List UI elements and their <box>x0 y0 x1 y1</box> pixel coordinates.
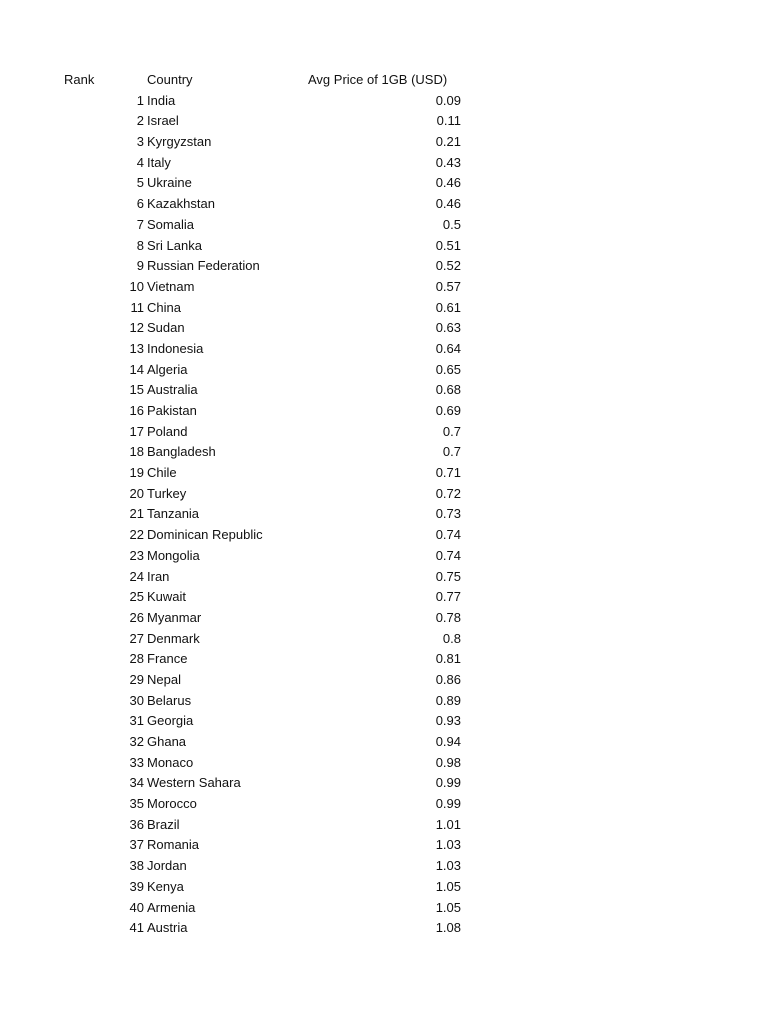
price-header: Avg Price of 1GB (USD) <box>308 72 448 87</box>
rank-cell: 21 <box>129 506 144 522</box>
table-row <box>0 567 768 588</box>
rank-cell: 34 <box>129 775 144 791</box>
table-row <box>0 504 768 525</box>
price-cell: 0.8 <box>442 630 461 646</box>
table-row <box>0 298 768 319</box>
price-cell: 0.5 <box>442 216 461 232</box>
price-cell: 0.65 <box>435 361 461 377</box>
rank-cell: 30 <box>129 692 144 708</box>
table-row <box>0 484 768 505</box>
table-row <box>0 629 768 650</box>
rank-cell: 9 <box>136 258 144 274</box>
price-cell: 0.89 <box>435 692 461 708</box>
rank-cell: 38 <box>129 858 144 874</box>
rank-cell: 20 <box>129 485 144 501</box>
price-cell: 1.03 <box>435 858 461 874</box>
price-cell: 0.21 <box>435 134 461 150</box>
table-row <box>0 546 768 567</box>
rank-cell: 17 <box>129 423 144 439</box>
rank-cell: 11 <box>130 299 144 315</box>
price-cell: 0.46 <box>435 175 461 191</box>
rank-cell: 6 <box>136 196 144 212</box>
country-cell: Myanmar <box>147 609 202 625</box>
rank-cell: 31 <box>129 713 144 729</box>
table-row <box>0 463 768 484</box>
table-row <box>0 711 768 732</box>
price-table <box>0 70 768 939</box>
table-row <box>0 587 768 608</box>
price-cell: 0.09 <box>435 92 461 108</box>
table-row <box>0 773 768 794</box>
country-cell: Denmark <box>147 630 200 646</box>
price-cell: 0.52 <box>435 258 461 274</box>
price-cell: 0.93 <box>435 713 461 729</box>
table-row <box>0 442 768 463</box>
price-cell: 0.94 <box>435 734 461 749</box>
table-row <box>0 339 768 360</box>
rank-cell: 22 <box>129 527 144 543</box>
price-cell: 0.73 <box>435 506 461 522</box>
rank-cell: 5 <box>136 175 144 191</box>
rank-cell: 3 <box>136 134 144 150</box>
price-cell: 1.05 <box>435 878 461 894</box>
country-cell: Bangladesh <box>147 444 216 460</box>
price-cell: 1.05 <box>435 899 461 915</box>
table-row <box>0 173 768 194</box>
country-cell: Kuwait <box>147 589 187 605</box>
price-cell: 1.01 <box>435 816 461 832</box>
rank-cell: 27 <box>129 630 144 646</box>
price-cell: 0.72 <box>435 485 461 501</box>
price-cell: 0.7 <box>442 444 461 460</box>
country-cell: Western Sahara <box>147 775 241 791</box>
rank-cell: 39 <box>129 878 144 894</box>
price-cell: 0.78 <box>435 609 461 625</box>
country-cell: Indonesia <box>147 340 204 356</box>
table-row <box>0 277 768 298</box>
rank-cell: 26 <box>129 609 144 625</box>
price-cell: 1.03 <box>435 837 461 853</box>
country-cell: Nepal <box>147 671 181 687</box>
table-row <box>0 360 768 381</box>
price-cell: 0.64 <box>435 340 461 356</box>
rank-cell: 10 <box>129 278 144 294</box>
rank-cell: 7 <box>136 216 144 232</box>
price-cell: 0.69 <box>435 403 461 418</box>
price-cell: 0.99 <box>435 796 461 812</box>
country-cell: Jordan <box>147 858 187 874</box>
table-row <box>0 132 768 153</box>
table-row <box>0 380 768 401</box>
rank-cell: 41 <box>129 920 144 936</box>
rank-cell: 33 <box>129 754 144 770</box>
rank-cell: 16 <box>129 403 144 418</box>
rank-cell: 36 <box>129 816 144 832</box>
table-row <box>0 815 768 836</box>
price-cell: 0.99 <box>435 775 461 791</box>
country-cell: Austria <box>147 920 188 936</box>
price-cell: 0.74 <box>435 527 461 543</box>
country-cell: Iran <box>147 568 170 584</box>
country-cell: Pakistan <box>147 403 197 418</box>
country-cell: Tanzania <box>147 506 200 522</box>
country-cell: Belarus <box>147 692 192 708</box>
table-row <box>0 898 768 919</box>
country-cell: Sudan <box>147 320 185 336</box>
country-cell: Ukraine <box>147 175 192 191</box>
price-cell: 0.61 <box>435 299 461 315</box>
country-cell: Morocco <box>147 796 197 812</box>
rank-cell: 2 <box>136 113 144 129</box>
country-cell: Romania <box>147 837 200 853</box>
rank-cell: 40 <box>129 899 144 915</box>
rank-cell: 8 <box>136 237 144 253</box>
table-body <box>0 91 768 939</box>
table-row <box>0 401 768 422</box>
table-row <box>0 877 768 898</box>
price-cell: 0.51 <box>435 237 461 253</box>
country-cell: Kyrgyzstan <box>147 134 212 150</box>
country-cell: Sri Lanka <box>147 237 202 253</box>
table-row <box>0 318 768 339</box>
country-cell: Kenya <box>147 878 184 894</box>
country-cell: Armenia <box>147 899 196 915</box>
rank-cell: 28 <box>129 651 144 667</box>
table-row <box>0 835 768 856</box>
country-cell: Turkey <box>147 485 187 501</box>
country-cell: Dominican Republic <box>147 527 263 543</box>
country-header: Country <box>147 72 193 87</box>
table-row <box>0 732 768 753</box>
rank-cell: 18 <box>129 444 144 460</box>
table-row <box>0 691 768 712</box>
price-cell: 0.75 <box>435 568 461 584</box>
table-row <box>0 194 768 215</box>
rank-cell: 35 <box>129 796 144 812</box>
header-row <box>0 70 768 91</box>
rank-cell: 4 <box>136 154 144 170</box>
country-cell: China <box>147 299 181 315</box>
country-cell: Algeria <box>147 361 188 377</box>
price-cell: 0.98 <box>435 754 461 770</box>
table-row <box>0 153 768 174</box>
rank-cell: 37 <box>129 837 144 853</box>
country-cell: Vietnam <box>147 278 195 294</box>
country-cell: Russian Federation <box>147 258 260 274</box>
table-row <box>0 649 768 670</box>
rank-cell: 29 <box>129 671 144 687</box>
country-cell: Brazil <box>147 816 180 832</box>
rank-cell: 24 <box>129 568 144 584</box>
price-cell: 0.77 <box>435 589 461 605</box>
price-cell: 0.74 <box>435 547 461 563</box>
rank-cell: 23 <box>129 547 144 563</box>
country-cell: Georgia <box>147 713 194 729</box>
table-row <box>0 236 768 257</box>
rank-cell: 15 <box>129 382 144 398</box>
rank-cell: 25 <box>129 589 144 605</box>
table-row <box>0 422 768 443</box>
price-cell: 0.43 <box>435 154 461 170</box>
country-cell: Kazakhstan <box>147 196 215 212</box>
rank-cell: 1 <box>136 92 144 108</box>
table-row <box>0 525 768 546</box>
table-row <box>0 91 768 112</box>
rank-cell: 12 <box>129 320 144 336</box>
price-cell: 0.57 <box>435 278 461 294</box>
price-cell: 0.68 <box>435 382 461 398</box>
price-cell: 0.46 <box>435 196 461 212</box>
price-cell: 0.11 <box>436 113 461 129</box>
price-cell: 0.71 <box>435 465 461 481</box>
country-cell: Chile <box>147 465 177 481</box>
table-row <box>0 111 768 132</box>
rank-cell: 19 <box>129 465 144 481</box>
country-cell: India <box>147 92 176 108</box>
table-row <box>0 608 768 629</box>
country-cell: Australia <box>147 382 198 398</box>
country-cell: Somalia <box>147 216 194 232</box>
rank-cell: 13 <box>129 340 144 356</box>
country-cell: Israel <box>147 113 179 129</box>
table-row <box>0 215 768 236</box>
rank-header: Rank <box>64 72 95 87</box>
country-cell: Poland <box>147 423 188 439</box>
country-cell: Monaco <box>147 754 194 770</box>
country-cell: Mongolia <box>147 547 200 563</box>
price-cell: 0.7 <box>442 423 461 439</box>
table-row <box>0 256 768 277</box>
rank-cell: 32 <box>129 734 144 749</box>
table-row <box>0 753 768 774</box>
price-cell: 0.81 <box>435 651 461 667</box>
table-row <box>0 856 768 877</box>
price-cell: 0.86 <box>435 671 461 687</box>
country-cell: France <box>147 651 188 667</box>
price-cell: 1.08 <box>435 920 461 936</box>
country-cell: Italy <box>147 154 171 170</box>
price-cell: 0.63 <box>435 320 461 336</box>
table-row <box>0 918 768 939</box>
country-cell: Ghana <box>147 734 187 749</box>
rank-cell: 14 <box>129 361 144 377</box>
table-row <box>0 794 768 815</box>
table-row <box>0 670 768 691</box>
